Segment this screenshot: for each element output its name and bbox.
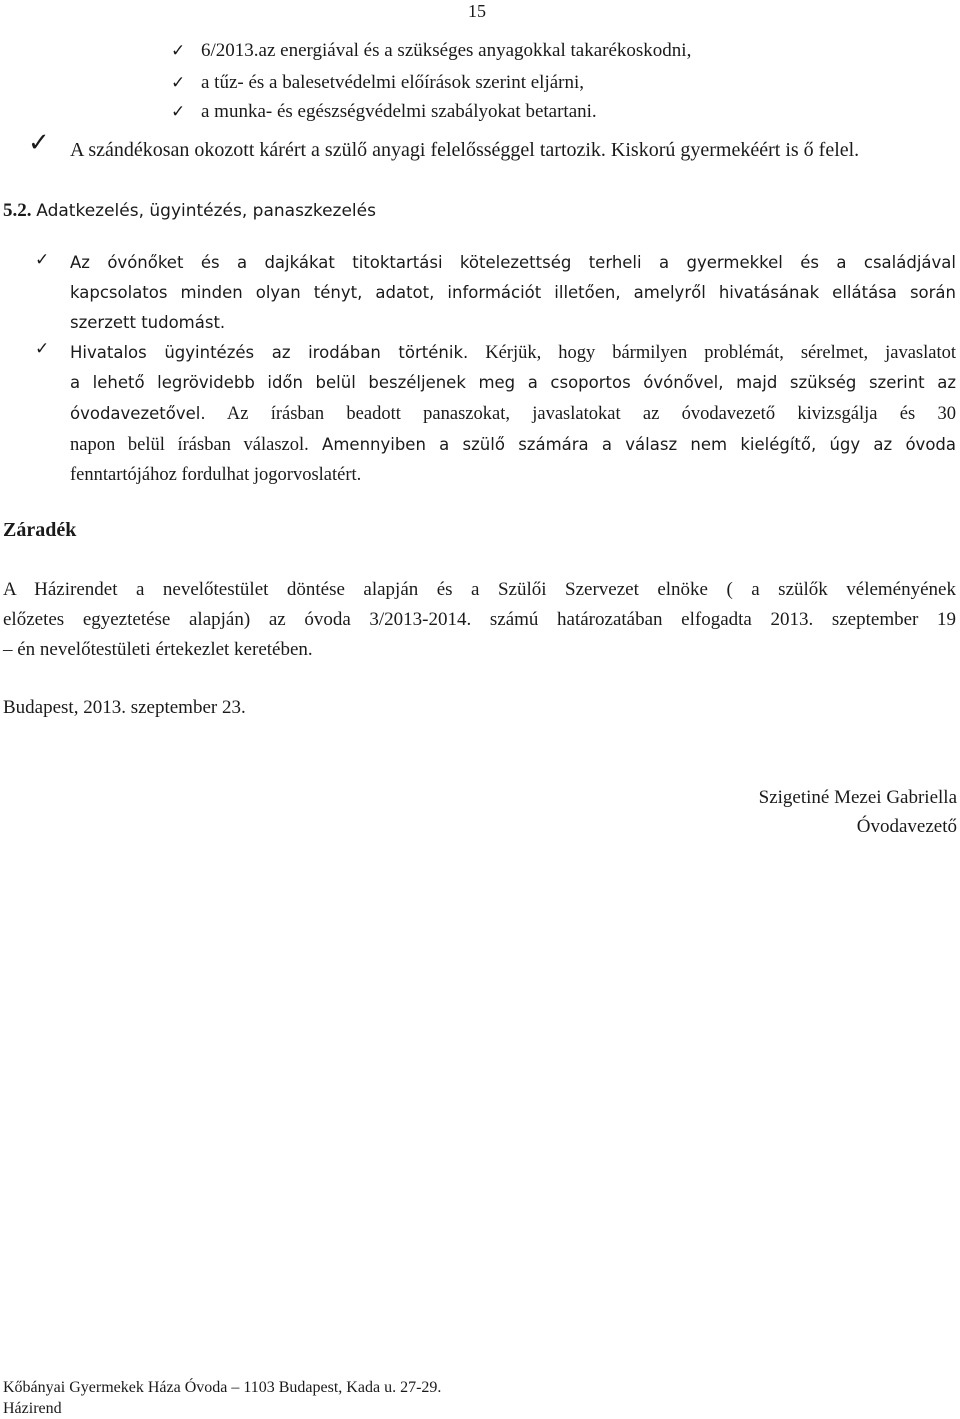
- check-icon: ✓: [28, 128, 50, 158]
- check-icon: ✓: [171, 73, 186, 93]
- text-segment: Az írásban beadott panaszokat, javaslatokat az óvodavezető kivizsgálja és 30: [205, 404, 956, 424]
- text-line: Az óvónőket és a dajkákat titoktartási kötelezettség terheli a gyermekkel és a családjával: [70, 253, 956, 272]
- signature-name: Szigetiné Mezei Gabriella: [758, 787, 957, 808]
- page-number: 15: [468, 1, 486, 21]
- text-line: előzetes egyeztetése alapján) az óvoda 3/2013-2014. számú határozatában elfogadta 2013. szeptember 19: [3, 609, 956, 630]
- section-number: 5.2.: [3, 200, 32, 221]
- text-line: fenntartójához fordulhat jogorvoslatért.: [70, 465, 362, 485]
- check-icon: ✓: [171, 102, 186, 122]
- text-line: a lehető legrövidebb időn belül beszéljenek meg a csoportos óvónővel, majd szükség szerint az: [70, 373, 956, 392]
- list-item: 6/2013.az energiával és a szükséges anyagokkal takarékoskodni,: [201, 40, 692, 61]
- paragraph-confidentiality: [70, 248, 956, 338]
- text-line: A Házirendet a nevelőtestület döntése alapján és a Szülői Szervezet elnöke ( a szülők véleményének: [3, 579, 956, 600]
- text-line: kapcsolatos minden olyan tényt, adatot, információt illetően, amelyről hivatásának ellátása során: [70, 283, 956, 302]
- check-icon: ✓: [35, 250, 50, 270]
- place-date: Budapest, 2013. szeptember 23.: [3, 697, 246, 718]
- text-line: szerzett tudomást.: [70, 313, 226, 332]
- text-segment: napon belül írásban válaszol.: [70, 435, 309, 455]
- signature-role: Óvodavezető: [856, 816, 957, 837]
- clause-heading: Záradék: [3, 519, 77, 541]
- text-segment: óvodavezetővel.: [70, 404, 206, 423]
- text-line: [70, 429, 956, 460]
- text-segment: Hivatalos ügyintézés az irodában történik.: [70, 343, 469, 362]
- clause-paragraph: [3, 575, 956, 665]
- text-segment: Kérjük, hogy bármilyen problémát, sérelmet, javaslatot: [468, 343, 957, 363]
- text-segment: Amennyiben a szülő számára a válasz nem kielégítő, úgy az óvoda: [308, 435, 956, 454]
- footer-institution: Kőbányai Gyermekek Háza Óvoda – 1103 Budapest, Kada u. 27-29.: [3, 1379, 442, 1396]
- footer-doc-title: Házirend: [3, 1400, 62, 1417]
- text-line: [70, 337, 956, 368]
- section-heading: [3, 199, 376, 223]
- list-item: A szándékosan okozott kárért a szülő anyagi felelősséggel tartozik. Kiskorú gyermekéért is ő felel.: [70, 139, 860, 161]
- text-line: – én nevelőtestületi értekezlet keretében.: [3, 639, 313, 660]
- list-item: a munka- és egészségvédelmi szabályokat betartani.: [201, 101, 597, 122]
- list-item: a tűz- és a balesetvédelmi előírások szerint eljárni,: [201, 72, 585, 93]
- check-icon: ✓: [171, 41, 186, 61]
- section-title: Adatkezelés, ügyintézés, panaszkezelés: [36, 201, 376, 221]
- check-icon: ✓: [35, 339, 50, 359]
- text-line: [70, 398, 956, 429]
- paragraph-administration: [70, 337, 956, 490]
